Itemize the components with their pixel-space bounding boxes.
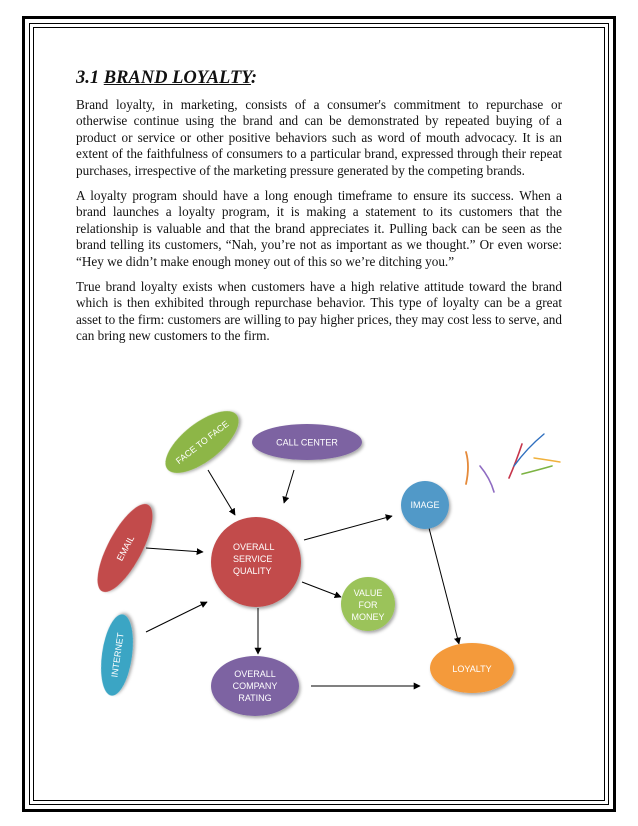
node-service-quality: [211, 517, 301, 607]
email-label: EMAIL: [114, 533, 137, 563]
section-colon: :: [250, 68, 258, 88]
node-image: [401, 481, 449, 529]
brush-stroke-5: [522, 466, 552, 474]
brush-stroke-4: [514, 434, 544, 466]
arrow-face-to-face-to-quality: [208, 470, 235, 515]
face-to-face-label: FACE TO FACE: [173, 418, 231, 467]
call-center-label: CALL CENTER: [276, 437, 338, 448]
node-loyalty: [430, 643, 514, 693]
company-rating-line-2: COMPANY: [232, 681, 278, 691]
arrow-quality-to-image: [304, 516, 392, 540]
internet-label: INTERNET: [109, 632, 126, 679]
arrow-internet-to-quality: [146, 602, 207, 632]
arrow-image-to-loyalty: [429, 528, 459, 644]
node-internet: [96, 612, 137, 697]
brush-stroke-6: [534, 458, 560, 462]
value-for-money-line-1: VALUE: [353, 588, 383, 598]
value-for-money-line-3: MONEY: [351, 612, 385, 622]
section-heading: BRAND LOYALTY: [103, 68, 251, 88]
service-quality-line-2: SERVICE: [233, 554, 273, 564]
arrow-email-to-quality: [146, 548, 203, 552]
node-company-rating: [211, 656, 299, 716]
paragraph-3: True brand loyalty exists when customers have a high relative attitude toward the brand which is then exhibited through repurchase behavior. This type of loyalty can be a great asset to the firm: customers are willing to pay higher prices, they may cost less to serve, and can bring new customers to the firm.: [76, 279, 562, 344]
company-rating-line-1: OVERALL: [234, 669, 276, 679]
image-label: IMAGE: [410, 500, 440, 510]
arrow-call-center-to-quality: [284, 470, 294, 503]
service-quality-line-1: OVERALL: [233, 542, 275, 552]
node-face-to-face: [156, 400, 249, 484]
paragraph-2: A loyalty program should have a long enough timeframe to ensure its success. When a brand launches a loyalty program, it is making a statement to its customers that the relationship is valuable and that the brand appreciates it. Pulling back can be seen as the brand telling its customers, “Nah, you’re not as important as we thought.” Or even worse: “Hey we didn’t make enough money out of this so we’re ditching you.”: [76, 188, 562, 269]
company-rating-line-3: RATING: [238, 693, 272, 703]
service-quality-line-3: QUALITY: [233, 566, 272, 576]
arrow-quality-to-value: [302, 582, 341, 597]
brush-stroke-1: [466, 452, 468, 484]
node-call-center: [252, 424, 362, 460]
section-number: 3.1: [76, 68, 104, 88]
node-value-for-money: [341, 577, 395, 631]
brush-stroke-3: [509, 444, 522, 478]
loyalty-label: LOYALTY: [452, 664, 492, 674]
paragraph-1: Brand loyalty, in marketing, consists of a consumer's commitment to repurchase or otherwise continue using the brand and can be demonstrated by repeated buying of a product or service or other positive behaviors such as word of mouth advocacy. It is an extent of the faithfulness of consumers to a particular brand, expressed through their repeat purchases, irrespective of the marketing pressure generated by the competing brands.: [76, 97, 562, 178]
value-for-money-line-2: FOR: [358, 600, 378, 610]
brush-stroke-2: [480, 466, 494, 492]
decorative-brush-strokes: [466, 434, 560, 492]
